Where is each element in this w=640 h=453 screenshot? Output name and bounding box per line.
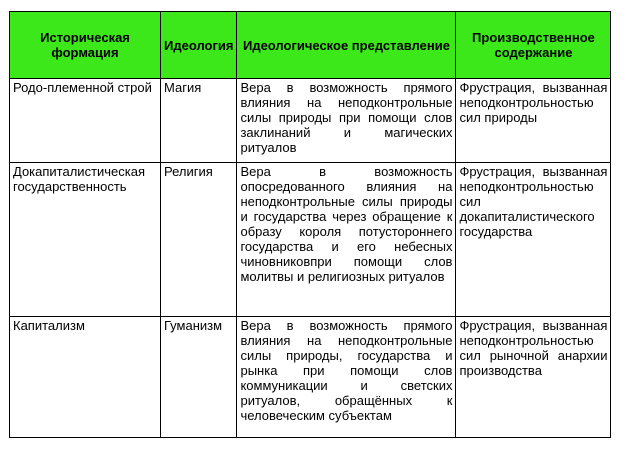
header-ideology: Идеология	[161, 12, 237, 79]
cell-representation: Вера в возможность прямого влияния на неподконтрольные силы природы при помощи слов заклинаний и магических ритуалов	[237, 79, 456, 163]
table-row	[10, 163, 611, 317]
table-row	[10, 317, 611, 438]
cell-content: Фрустрация, вызванная неподконтрольностью сил докапиталистического государства	[456, 163, 611, 317]
cell-ideology: Гуманизм	[161, 317, 237, 438]
cell-representation: Вера в возможность опосредованного влияния на неподконтрольные силы природы и государства через обращение к образу короля потустороннего государства и его небесных чиновниковпри помощи слов молитвы и религиозных ритуалов	[237, 163, 456, 317]
cell-content: Фрустрация, вызванная неподконтрольностью сил рыночной анархии производства	[456, 317, 611, 438]
cell-formation: Докапиталистическая государственность	[10, 163, 161, 317]
cell-formation: Капитализм	[10, 317, 161, 438]
table-row	[10, 79, 611, 163]
cell-ideology: Магия	[161, 79, 237, 163]
formations-table	[9, 11, 611, 438]
cell-content: Фрустрация, вызванная неподконтрольностью сил природы	[456, 79, 611, 163]
header-representation: Идеологическое представление	[237, 12, 456, 79]
cell-formation: Родо-племенной строй	[10, 79, 161, 163]
table-header-row	[10, 12, 611, 79]
header-formation: Историческая формация	[10, 12, 161, 79]
cell-representation: Вера в возможность прямого влияния на неподконтрольные силы природы, государства и рынка при помощи слов коммуникации и светских ритуалов, обращённых к человеческим субъектам	[237, 317, 456, 438]
cell-ideology: Религия	[161, 163, 237, 317]
header-content: Производственное содержание	[456, 12, 611, 79]
